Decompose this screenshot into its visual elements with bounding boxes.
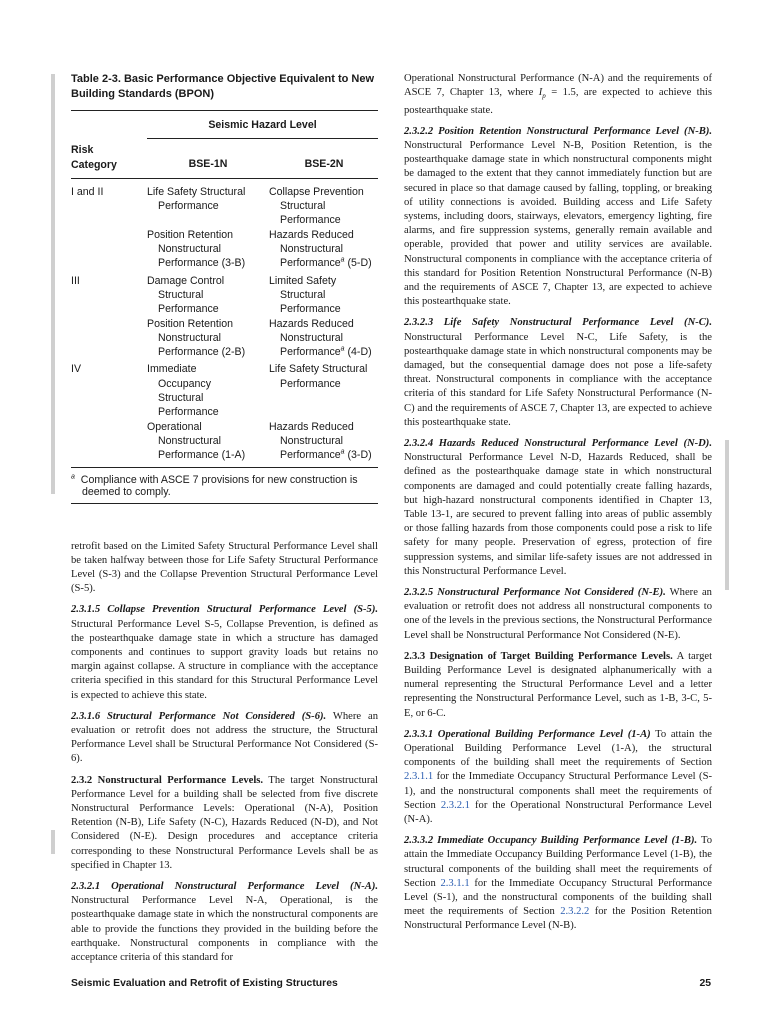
section-link-2-3-2-2[interactable]: 2.3.2.2	[560, 906, 590, 918]
section-heading: 2.3.2.2 Position Retention Nonstructural Performance Level (N-B).	[404, 125, 712, 137]
table-row	[71, 228, 378, 271]
bse1n-cell: Immediate Occupancy Structural Performance	[147, 363, 219, 419]
section-2-3-2: 2.3.2 Nonstructural Performance Levels. The target Nonstructural Performance Level for a building shall be selected from five discrete Nonstructural Performance Levels: Operational (N-A), Position Retention (N-B), Life Safety (N-C), Hazards Reduced (N-D), and Not Considered (N-E). Design procedures and acceptance criteria corresponding to these Nonstructural Performance Levels shall be as specified in Chapter 13.	[71, 774, 378, 871]
bse2n-cell: Hazards Reduced Nonstructural Performance$^a$ (5-D)	[269, 228, 372, 270]
section-heading: 2.3.3.2 Immediate Occupancy Building Performance Level (1-B).	[404, 835, 698, 847]
hazard-header: Seismic Hazard Level	[208, 119, 317, 131]
section-2-3-3-1: 2.3.3.1 Operational Building Performance Level (1-A) To attain the Operational Building Performance Level (1-A), the structural components of the building shall meet the requirements of Section 2.3.1.1 for the Immediate Occupancy Structural Performance Level (S-1), and the nonstructural components shall meet the requirements of Section 2.3.2.1 for the Operational Nonstructural Performance Level (N-A).	[404, 728, 713, 826]
section-2-3-3-2: 2.3.3.2 Immediate Occupancy Building Performance Level (1-B). To attain the Immediate Occupancy Building Performance Level (1-B), the structural components of the building shall meet the requirements of Section 2.3.1.1 for the Immediate Occupancy Structural Performance Level (S-1), and the nonstructural components of the building shall meet the requirements of Section 2.3.2.2 for the Position Retention Nonstructural Performance Level (N-B).	[404, 835, 712, 932]
page-number: 25	[699, 978, 711, 989]
table-footnote: $^a$ Compliance with ASCE 7 provisions for new construction is deemed to comply.	[71, 473, 358, 498]
table-row	[71, 274, 378, 317]
bse2n-cell: Life Safety Structural Performance	[269, 363, 368, 390]
risk-category: III	[71, 274, 80, 287]
bpon-table	[71, 110, 378, 504]
section-2-3-2-3: 2.3.2.3 Life Safety Nonstructural Performance Level (N-C). Nonstructural Performance Level N-C, Life Safety, is the postearthquake damage state in which nonstructural components may be damaged, but the consequential damage does not pose a life-safety threat. Nonstructural components in compliance with the acceptance criteria of this standard for Life Safety Nonstructural Performance (N-C) and the requirements of ASCE 7, Chapter 13, are expected to achieve this postearthquake state.	[404, 317, 712, 428]
section-heading: 2.3.3.1 Operational Building Performance Level (1-A)	[404, 728, 651, 740]
section-heading: 2.3.3 Designation of Target Building Performance Levels.	[404, 650, 673, 662]
bse1n-cell: Damage Control Structural Performance	[147, 274, 225, 316]
section-heading: 2.3.2.1 Operational Nonstructural Performance Level (N-A).	[71, 881, 378, 892]
section-heading: 2.3.1.6 Structural Performance Not Considered (S-6).	[71, 710, 327, 722]
body-paragraph: retrofit based on the Limited Safety Structural Performance Level shall be taken halfway between those for Life Safety Structural Performance Level (S-3) and the Collapse Prevention Structural Performance Level (S-5).	[71, 540, 378, 595]
change-bar	[725, 440, 729, 590]
section-2-3-2-2: 2.3.2.2 Position Retention Nonstructural Performance Level (N-B). Nonstructural Performance Level N-B, Position Retention, is the postearthquake damage state in which nonstructural components might be damaged to the extent that they cannot immediately function but are secured in place so that damage caused by falling, toppling, or breaking of utility connections is avoided. Building access and Life Safety systems, including doors, stairways, elevators, emergency lighting, fire alarms, and fire suppression systems, generally remain available and operable, provided that power and utility services are available. Nonstructural components in compliance with the acceptance criteria of this standard for Position Retention Nonstructural Performance (N-B) and the requirements of ASCE 7, Chapter 13, are expected to achieve this postearthquake state.	[404, 125, 712, 308]
bse1n-cell: Operational Nonstructural Performance (1-A)	[147, 420, 246, 462]
table-row	[71, 185, 378, 228]
bse1n-header: BSE-1N	[188, 158, 228, 171]
footer-title: Seismic Evaluation and Retrofit of Existing Structures	[71, 978, 338, 989]
table-row	[71, 362, 378, 419]
section-2-3-2-4: 2.3.2.4 Hazards Reduced Nonstructural Performance Level (N-D). Nonstructural Performance Level N-D, Hazards Reduced, shall be defined as the postearthquake damage state in which nonstructural components are damaged and could potentially create falling hazards, but high-hazard nonstructural components identified in Chapter 13, Table 13-1, are secured to prevent falling into areas of public assembly or those falling hazards from those components could pose a risk to life safety for many people. Preservation of egress, protection of fire suppression systems, and similar life-safety issues are not addressed in this Nonstructural Performance Level.	[404, 437, 712, 577]
section-2-3-3: 2.3.3 Designation of Target Building Performance Levels. A target Building Performance Level is designated alphanumerically with a numeral representing the Structural Performance Level and a letter representing the Nonstructural Performance Level, such as 1-B, 3-C, 5-E, or 6-C.	[404, 650, 713, 719]
section-heading: 2.3.1.5 Collapse Prevention Structural Performance Level (S-5).	[71, 604, 378, 616]
section-2-3-2-1: 2.3.2.1 Operational Nonstructural Performance Level (N-A). Nonstructural Performance Level N-A, Operational, is the postearthquake damage state in which the nonstructural components are able to provide the functions they provided in the building before the earthquake. Nonstructural components in compliance with the acceptance criteria of this standard for	[71, 881, 378, 964]
bse1n-cell: Life Safety Structural Performance	[147, 185, 246, 213]
change-bar	[51, 74, 55, 494]
table-row	[71, 317, 378, 360]
risk-category-header: Risk Category	[71, 144, 117, 171]
bse2n-cell: Hazards Reduced Nonstructural Performance$^a$ (3-D)	[269, 420, 372, 462]
section-link-2-3-1-1[interactable]: 2.3.1.1	[440, 877, 470, 889]
section-2-3-1-5: 2.3.1.5 Collapse Prevention Structural Performance Level (S-5). Structural Performance Level S-5, Collapse Prevention, is defined as the postearthquake damage state in which a structure has damaged components and continues to support gravity loads but retains no margin against collapse. A structure in compliance with the acceptance criteria specified in this standard for this Structural Performance Level is expected to achieve this state.	[71, 604, 378, 701]
section-2-3-2-5: 2.3.2.5 Nonstructural Performance Not Considered (N-E). Where an evaluation or retrofit does not address all nonstructural components to one of the levels in the previous sections, the Nonstructural Performance Level shall be Nonstructural Performance Not Considered (N-E).	[404, 587, 713, 641]
bse2n-cell: Hazards Reduced Nonstructural Performance$^a$ (4-D)	[269, 317, 372, 359]
bse2n-header: BSE-2N	[304, 158, 344, 171]
table-row	[71, 420, 378, 463]
section-link-2-3-2-1[interactable]: 2.3.2.1	[440, 799, 470, 811]
bse2n-cell: Collapse Prevention Structural Performance	[269, 185, 364, 227]
bse1n-cell: Position Retention Nonstructural Performance (3-B)	[147, 228, 246, 270]
table-title: Table 2-3. Basic Performance Objective Equivalent to New Building Standards (BPON)	[71, 73, 375, 100]
section-heading: 2.3.2.5 Nonstructural Performance Not Considered (N-E).	[404, 587, 666, 599]
section-heading: 2.3.2.4 Hazards Reduced Nonstructural Performance Level (N-D).	[404, 437, 712, 449]
section-2-3-1-6: 2.3.1.6 Structural Performance Not Considered (S-6). Where an evaluation or retrofit does not address the structure, the Structural Performance Level shall be Structural Performance Not Considered (S-6).	[71, 710, 378, 765]
bse1n-cell: Position Retention Nonstructural Performance (2-B)	[147, 317, 246, 359]
bse2n-cell: Limited Safety Structural Performance	[269, 274, 341, 316]
right-column	[404, 72, 712, 934]
body-paragraph: Operational Nonstructural Performance (N-A) and the requirements of ASCE 7, Chapter 13, where $I_p = 1.5$, are expected to achieve this postearthquake state.	[404, 73, 712, 116]
change-bar	[51, 830, 55, 854]
left-column	[71, 72, 378, 965]
risk-category: IV	[71, 363, 82, 376]
section-heading: 2.3.2.3 Life Safety Nonstructural Performance Level (N-C).	[404, 317, 712, 329]
risk-category: I and II	[71, 185, 104, 198]
section-heading: 2.3.2 Nonstructural Performance Levels.	[71, 774, 264, 786]
section-link-2-3-1-1[interactable]: 2.3.1.1	[404, 771, 434, 783]
